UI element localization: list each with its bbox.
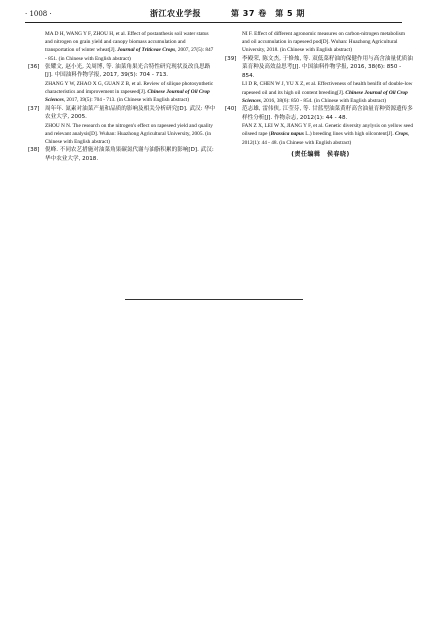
reference-text-en: [242, 80, 413, 105]
reference-number: [40]: [225, 106, 237, 112]
reference-number: [37]: [28, 105, 40, 112]
reference-text-en: ZHOU N N. The research on the nitrogen's effect on rapeseed yield and quality and relevant analysis[D]. Wuhan: Huazhong Agricultural University, 2005. (in Chinese with English abstract): [45, 122, 213, 146]
reference-37: [28, 105, 216, 147]
reference-number: [38]: [28, 147, 40, 154]
reference-text-zh: 张耀文, 赵小光, 关周博, 等. 油菜角果光合特性研究现状及改良思路[J]. 中国油料作物学报, 2017, 39(5): 704 - 713.: [45, 63, 211, 79]
reference-39: [225, 55, 413, 105]
page-number: · 1008 ·: [25, 10, 52, 18]
reference-tail: , 2016, 38(6): 850 - 854. (in Chinese with English abstract): [260, 97, 387, 104]
species-name: Brassica napus: [270, 131, 304, 138]
reference-number: [39]: [225, 55, 237, 62]
reference-source: Chinese Journal of Oil Crop Sciences: [242, 89, 408, 104]
responsible-editor: (责任编辑 侯春晓): [291, 150, 350, 158]
reference-40: [225, 105, 414, 147]
reference-text: MA D H, WANG Y F, ZHOU H, et al. Effect of postanthesis soil water status and nitrogen on grain yield and canopy biomass accumulation and transportation of winter wheat[J].: [45, 31, 209, 54]
reference-text-zh: 李殿荣, 陈文杰, 于修烛, 等. 双低菜籽油的保健作用与高含油量优质油菜育种及高效益思考[J]. 中国油料作物学报, 2016, 38(6): 850 - 854.: [242, 55, 413, 79]
reference-tail: , 2007, 27(5): 847 - 851. (in Chinese with English abstract): [45, 47, 214, 62]
reference-text-zh: 范志雄, 雷伟侠, 江莹芬, 等. 甘蓝型油菜黄籽高含油量育种资源遗传多样性分析[J]. 作物杂志, 2012(1): 44 - 48.: [242, 106, 413, 121]
reference-number: [36]: [28, 63, 40, 70]
reference-38-continued: NI F. Effect of different agronomic measures on carbon-nitrogen metabolism and oil accumulation in rapeseed pod[D]. Wuhan: Huazhong Agricultural University, 2018. (in Chinese with English abstract): [242, 31, 405, 54]
volume-issue: 第 37 卷 第 5 期: [231, 9, 305, 18]
reference-text-zh: 周年年. 氮素对油菜产量和品质的影响及相关分析研究[D]. 武汉: 华中农业大学, 2005.: [45, 105, 216, 121]
reference-text: FAN Z X, LEI W X, JIANG Y F, et al. Genetic diversity anylysis on yellow seed oilseed rape (: [242, 123, 414, 138]
left-column: [28, 30, 216, 164]
reference-tail: , 2012(1): 44 - 48. (in Chinese with English abstract): [242, 131, 410, 146]
reference-source: Chinese Journal of Oil Crop Sciences: [45, 89, 210, 104]
reference-36: [28, 63, 216, 105]
reference-text-en: [242, 122, 413, 147]
reference-text: LI D R, CHEN W J, YU X Z, et al. Effectiveness of health benifit of double-low rapeseed oil and its high oil content breeding[J].: [242, 81, 413, 96]
journal-name: 浙江农业学报: [150, 9, 201, 18]
reference-text-zh: 倪峰. 不同农艺措施对油菜角果碳氮代谢与油脂积累的影响[D]. 武汉: 华中农业大学, 2018.: [45, 147, 214, 162]
reference-source: Journal of Triticeae Crops: [117, 47, 176, 54]
end-rule: [125, 299, 303, 300]
reference-35-continued: [31, 30, 216, 63]
reference-text-en: [45, 80, 216, 105]
reference-source: Crops: [395, 131, 408, 138]
running-header: [25, 8, 402, 23]
reference-38: [28, 146, 216, 163]
reference-text: L.) breeding lines with high oilcontent[J].: [303, 131, 394, 138]
reference-tail: , 2017, 39(5): 704 - 713. (in Chinese with English abstract): [63, 97, 190, 104]
right-column: [225, 30, 414, 159]
reference-text: ZHANG Y W, ZHAO X G, GUAN Z B, et al. Review of silique photosynthetic characteristics and improvement in rapeseed[J].: [45, 81, 214, 96]
